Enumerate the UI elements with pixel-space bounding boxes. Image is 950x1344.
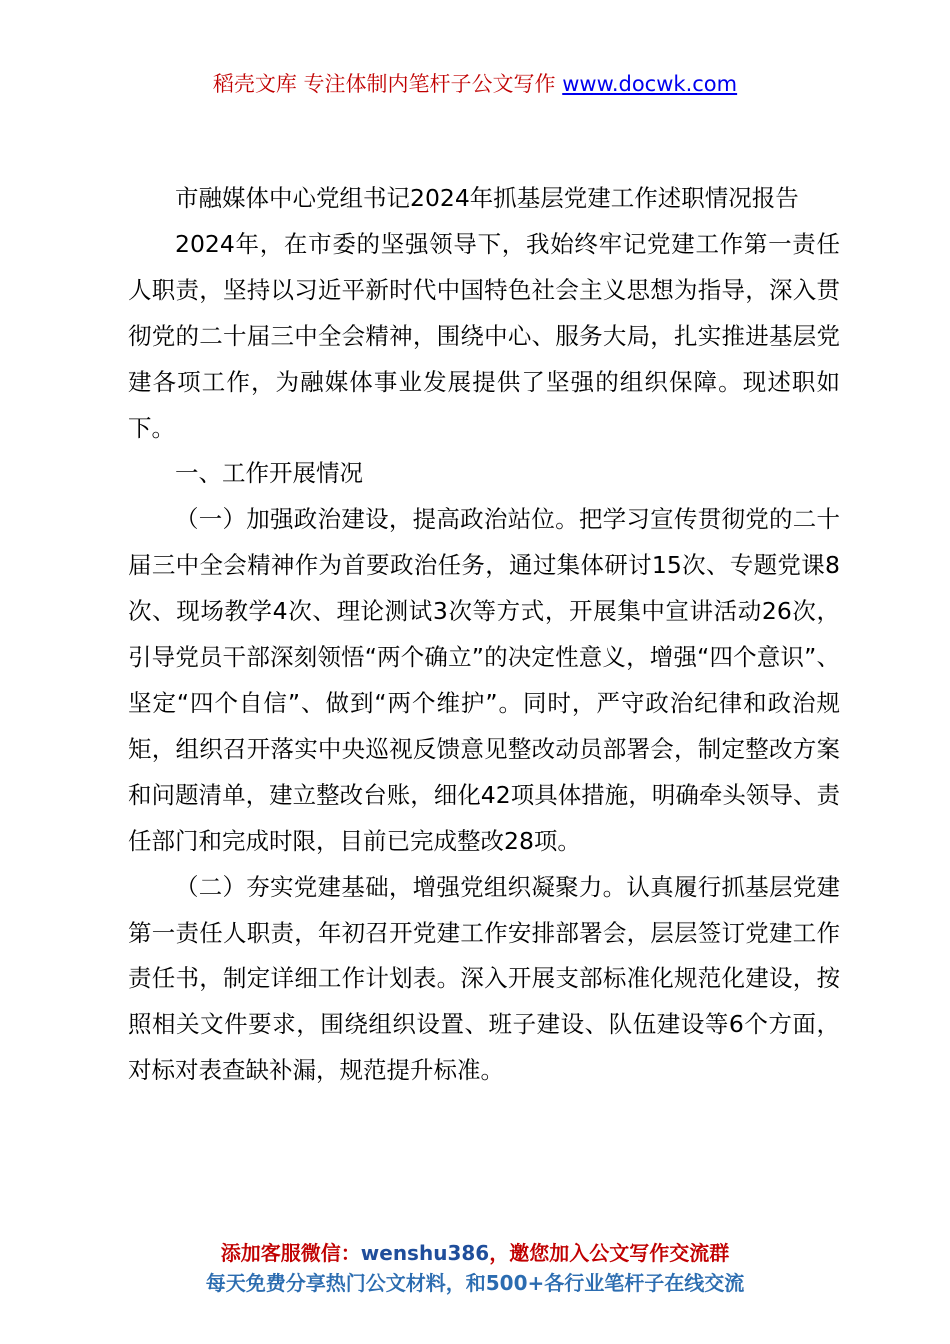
- paragraph-party-foundation: （二）夯实党建基础，增强党组织凝聚力。认真履行抓基层党建第一责任人职责，年初召开党建工作安排部署会，层层签订党建工作责任书，制定详细工作计划表。深入开展支部标准化规范化建设，按照相关文件要求，围绕组织设置、班子建设、队伍建设等6个方面，对标对表查缺补漏，规范提升标准。: [128, 872, 840, 1085]
- footer-line-2: 每天免费分享热门公文材料，和500+各行业笔杆子在线交流: [205, 1271, 745, 1295]
- document-title: 市融媒体中心党组书记2024年抓基层党建工作述职情况报告: [175, 184, 799, 212]
- paragraph-political-building: （一）加强政治建设，提高政治站位。把学习宣传贯彻党的二十届三中全会精神作为首要政治任务，通过集体研讨15次、专题党课8次、现场教学4次、理论测试3次等方式，开展集中宣讲活动26次，引导党员干部深刻领悟“两个确立”的决定性意义，增强“四个意识”、坚定“四个自信”、做到“两个维护”。同时，严守政治纪律和政治规矩，组织召开落实中央巡视反馈意见整改动员部署会，制定整改方案和问题清单，建立整改台账，细化42项具体措施，明确牵头领导、责任部门和完成时限，目前已完成整改28项。: [128, 505, 840, 855]
- promo-footer: [0, 1238, 950, 1298]
- wechat-id: wenshu386: [360, 1241, 490, 1265]
- document-body: [128, 176, 840, 1094]
- footer-line-1: [0, 1238, 950, 1268]
- site-slogan: 稻壳文库 专注体制内笔杆子公文写作: [212, 72, 563, 96]
- footer-prefix: 添加客服微信：: [220, 1241, 361, 1265]
- section-heading-1: 一、工作开展情况: [175, 459, 363, 488]
- paragraph-intro: 2024年，在市委的坚强领导下，我始终牢记党建工作第一责任人职责，坚持以习近平新时代中国特色社会主义思想为指导，深入贯彻党的二十届三中全会精神，围绕中心、服务大局，扎实推进基层党建各项工作，为融媒体事业发展提供了坚强的组织保障。现述职如下。: [128, 229, 840, 442]
- footer-suffix: ，邀您加入公文写作交流群: [489, 1241, 730, 1265]
- site-header: [0, 68, 950, 100]
- site-url-link[interactable]: www.docwk.com: [562, 72, 738, 96]
